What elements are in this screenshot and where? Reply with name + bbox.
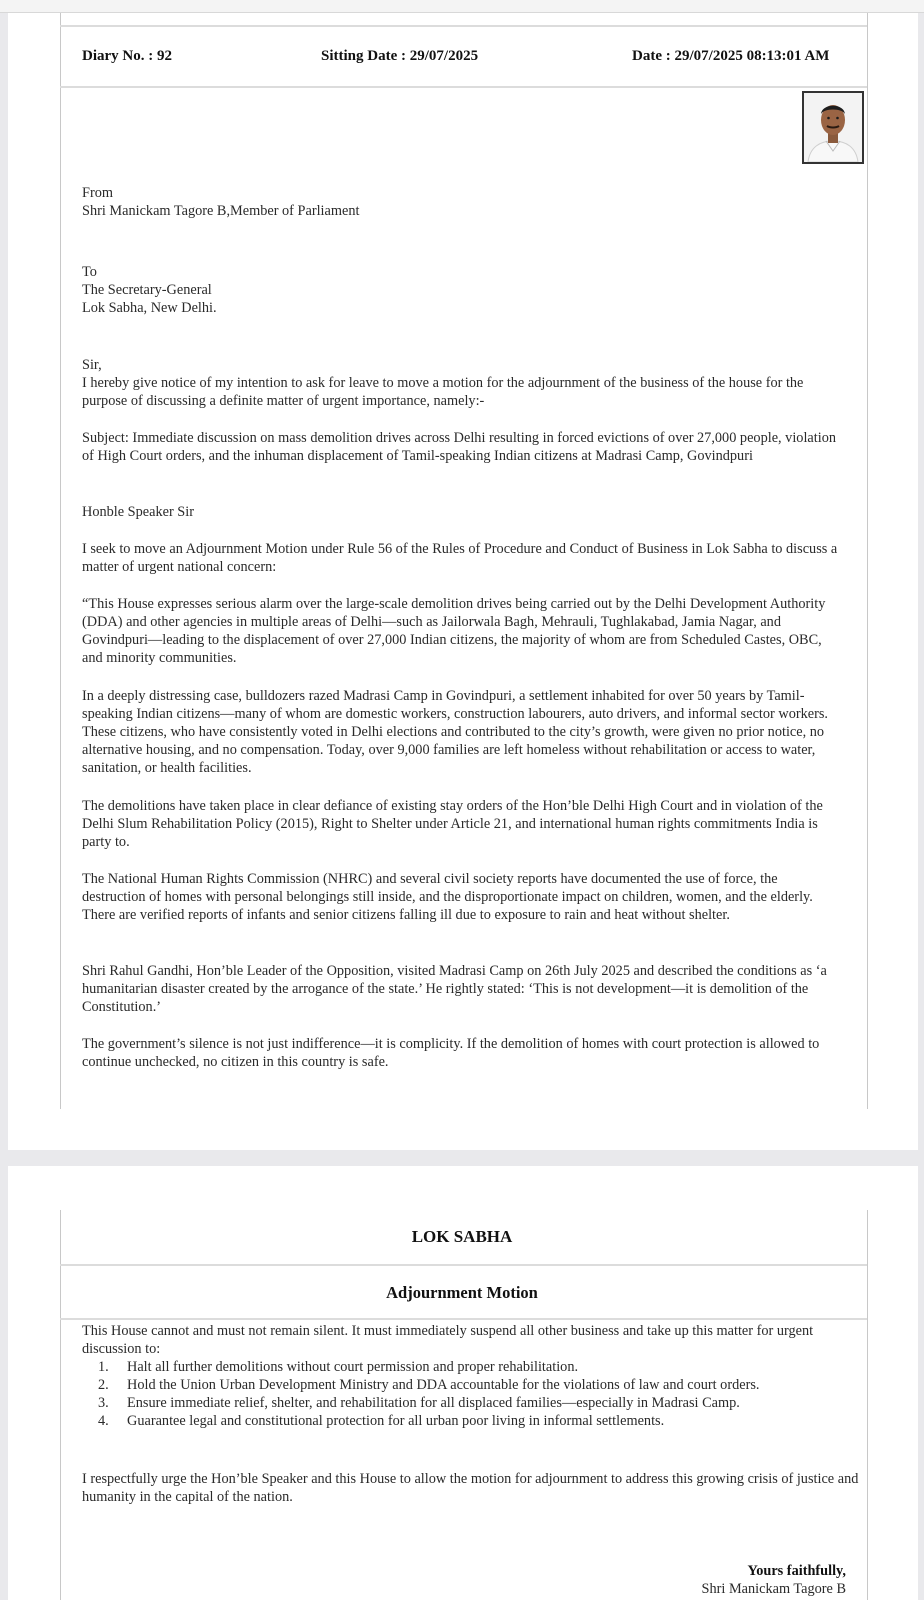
from-block [82, 184, 842, 220]
paragraph-government-silence: The government’s silence is not just indifference—it is complicity. If the demolition of homes with court protection is allowed to continue unchecked, no citizen in this country is safe. [82, 1036, 820, 1070]
submission-date: Date : 29/07/2025 08:13:01 AM [632, 48, 830, 64]
signatory-name: Shri Manickam Tagore B [701, 1581, 846, 1597]
page2-frame-right [867, 1210, 868, 1600]
closing-request: I respectfully urge the Hon’ble Speaker and this House to allow the motion for adjournment to address this growing crisis of justice and humanity in the capital of the nation. [82, 1471, 859, 1505]
list-item: 4. Guarantee legal and constitutional protection for all urban poor living in informal settlements. [98, 1413, 665, 1429]
paragraph-house-expresses: “This House expresses serious alarm over the large-scale demolition drives being carried out by the Delhi Development Authority (DDA) and other agencies in multiple areas of Delhi—such as Jailorwala Bagh, Mehrauli, Tughlakabad, Jamia Nagar, and Govindpuri—leading to the displacement of over 27,000 Indian citizens, the majority of whom are from Scheduled Castes, OBC, and minority communities. [82, 596, 826, 666]
notice-intro: I hereby give notice of my intention to ask for leave to move a motion for the adjournment of the business of the house for the purpose of discussing a definite matter of urgent importance, namely:- [82, 375, 804, 409]
sender-name: Shri Manickam Tagore B,Member of Parliament [82, 203, 360, 219]
speaker-address: Honble Speaker Sir [82, 504, 194, 520]
salutation: Sir, [82, 357, 102, 373]
paragraph-nhrc: The National Human Rights Commission (NHRC) and several civil society reports have documented the use of force, the destruction of homes with personal belongings still inside, and the disproportionate impact on children, women, and the elderly. There are verified reports of infants and senior citizens falling ill due to exposure to rain and heat without shelter. [82, 871, 813, 923]
subject-line: Subject: Immediate discussion on mass demolition drives across Delhi resulting in forced evictions of over 27,000 people, violation of High Court orders, and the inhuman displacement of Tamil-speaking Indian citizens at Madrasi Camp, Govindpuri [82, 430, 837, 464]
sitting-date: Sitting Date : 29/07/2025 [321, 48, 479, 64]
list-item: 2. Hold the Union Urban Development Ministry and DDA accountable for the violations of law and court orders. [98, 1377, 760, 1393]
to-block [82, 263, 842, 317]
list-item: 1. Halt all further demolitions without court permission and proper rehabilitation. [98, 1359, 579, 1375]
sign-off: Yours faithfully, [747, 1563, 846, 1579]
page-frame-left [60, 13, 61, 1109]
motion-lead: This House cannot and must not remain silent. It must immediately suspend all other business and take up this matter for urgent discussion to: [82, 1323, 814, 1357]
to-label: To [82, 264, 97, 280]
list-item: 3. Ensure immediate relief, shelter, and rehabilitation for all displaced families—especially in Madrasi Camp. [98, 1395, 740, 1411]
member-photo [802, 91, 864, 164]
paragraph-rule-56: I seek to move an Adjournment Motion under Rule 56 of the Rules of Procedure and Conduct of Business in Lok Sabha to discuss a matter of urgent national concern: [82, 541, 838, 575]
paragraph-rahul-gandhi: Shri Rahul Gandhi, Hon’ble Leader of the Opposition, visited Madrasi Camp on 26th July 2025 and described the conditions as ‘a humanitarian disaster created by the arrogance of the state.’ He rightly stated: ‘This is not development—it is demolition of the Constitution.’ [82, 963, 827, 1015]
title-rule [60, 1264, 867, 1266]
paragraph-stay-orders: The demolitions have taken place in clear defiance of existing stay orders of the Hon’ble Delhi High Court and in violation of the Delhi Slum Rehabilitation Policy (2015), Right to Shelter under Article 21, and international human rights commitments India is party to. [82, 798, 823, 850]
diary-number: Diary No. : 92 [82, 48, 172, 64]
recipient-title: The Secretary-General [82, 282, 212, 298]
demands-list [82, 1358, 862, 1430]
house-title: LOK SABHA [411, 1227, 513, 1246]
from-label: From [82, 185, 113, 201]
motion-title: Adjournment Motion [386, 1283, 538, 1302]
header-top-rule [60, 25, 867, 27]
recipient-address: Lok Sabha, New Delhi. [82, 300, 217, 316]
page2-frame-left [60, 1210, 61, 1600]
header-bottom-rule [60, 86, 867, 88]
paragraph-madrasi-camp: In a deeply distressing case, bulldozers razed Madrasi Camp in Govindpuri, a settlement inhabited for over 50 years by Tamil-speaking Indian citizens—many of whom are domestic workers, construction labourers, auto drivers, and informal sector workers. These citizens, who have consistently voted in Delhi elections and contributed to the city’s growth, were given no prior notice, no alternative housing, and no compensation. Today, over 9,000 families are left homeless without rehabilitation or access to water, sanitation, or health facilities. [82, 688, 828, 776]
motion-title-rule [60, 1318, 867, 1320]
page-frame-right [867, 13, 868, 1109]
viewer-top-bar [0, 0, 924, 13]
